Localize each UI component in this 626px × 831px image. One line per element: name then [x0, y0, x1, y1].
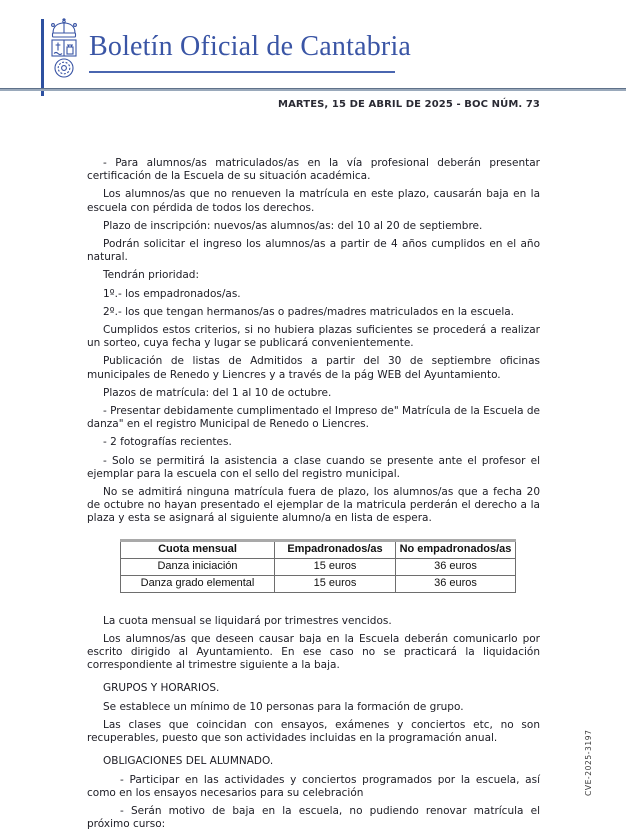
paragraph: Podrán solicitar el ingreso los alumnos/as a partir de 4 años cumplidos en el año natural. [87, 238, 540, 264]
fees-table-header-cell: Cuota mensual [121, 540, 275, 558]
paragraph: Se establece un mínimo de 10 personas para la formación de grupo. [103, 700, 464, 713]
cve-code-vertical: CVE-2025-3197 [584, 729, 593, 796]
paragraph: Plazos de matrícula: del 1 al 10 de octubre. [103, 386, 332, 399]
fees-table-cell: Danza iniciación [121, 558, 275, 575]
bulletin-title-underline [89, 71, 395, 73]
paragraph: La cuota mensual se liquidará por trimestres vencidos. [103, 614, 392, 627]
paragraphs-after-table [87, 615, 540, 831]
header-rule [0, 88, 626, 91]
cantabria-coat-of-arms-icon [46, 17, 82, 83]
paragraph: Los alumnos/as que no renueven la matrícula en este plazo, causarán baja en la escuela con pérdida de todos los derechos. [87, 188, 540, 214]
paragraph: OBLIGACIONES DEL ALUMNADO. [103, 755, 274, 768]
fees-table-cell: Danza grado elemental [121, 575, 275, 592]
paragraph: 1º.- los empadronados/as. [103, 287, 241, 300]
paragraph: No se admitirá ninguna matrícula fuera de plazo, los alumnos/as que a fecha 20 de octubre no hayan presentado el ejemplar de la matricula perderán el derecho a la plaza y esta se asignará al siguiente alumno/a en lista de espera. [87, 486, 540, 525]
fees-table-cell: 36 euros [396, 558, 516, 575]
paragraphs-before-table [87, 157, 540, 526]
paragraph: GRUPOS Y HORARIOS. [103, 682, 220, 695]
paragraph: - Solo se permitirá la asistencia a clase cuando se presente ante el profesor el ejemplar para la escuela con el sello del registro municipal. [87, 454, 540, 480]
paragraph: Publicación de listas de Admitidos a partir del 30 de septiembre oficinas municipales de Renedo y Liencres y a través de la pág WEB del Ayuntamiento. [87, 355, 540, 381]
paragraph: Las clases que coincidan con ensayos, exámenes y conciertos etc, no son recuperables, puesto que son actividades incluidas en la programación anual. [87, 718, 540, 745]
paragraph: - Para alumnos/as matriculados/as en la vía profesional deberán presentar certificación de la Escuela de su situación académica. [87, 157, 540, 183]
paragraph: Tendrán prioridad: [103, 269, 200, 282]
fees-table-header-cell: Empadronados/as [275, 540, 396, 558]
bulletin-title: Boletín Oficial de Cantabria [89, 31, 412, 62]
masthead-left-bar [41, 19, 44, 96]
paragraph: - Serán motivo de baja en la escuela, no pudiendo renovar matrícula el próximo curso: [87, 804, 540, 831]
paragraph: Cumplidos estos criterios, si no hubiera plazas suficientes se procederá a realizar un sorteo, cuya fecha y lugar se publicará convenientemente. [87, 324, 540, 350]
fees-table-cell: 36 euros [396, 575, 516, 592]
fees-table-row [121, 558, 516, 575]
fees-table [120, 539, 516, 593]
fees-table-cell: 15 euros [275, 558, 396, 575]
fees-table-row [121, 575, 516, 592]
paragraph: Los alumnos/as que deseen causar baja en la Escuela deberán comunicarlo por escrito dirigido al Ayuntamiento. En ese caso no se practicará la liquidación correspondiente al trimestre siguiente a la baja. [87, 632, 540, 672]
fees-table-cell: 15 euros [275, 575, 396, 592]
dateline: MARTES, 15 DE ABRIL DE 2025 - BOC NÚM. 73 [278, 99, 540, 110]
fees-table-header-cell: No empadronados/as [396, 540, 516, 558]
paragraph: - Participar en las actividades y conciertos programados por la escuela, así como en los ensayos necesarios para su celebración [87, 773, 540, 799]
fees-table-wrap [120, 539, 540, 593]
paragraph: - 2 fotografías recientes. [103, 436, 232, 449]
paragraph: - Presentar debidamente cumplimentado el Impreso de" Matrícula de la Escuela de danza" en el registro Municipal de Renedo o Liencres. [87, 405, 540, 431]
fees-table-header-row [121, 540, 516, 558]
paragraph: Plazo de inscripción: nuevos/as alumnos/as: del 10 al 20 de septiembre. [103, 219, 483, 232]
document-body [87, 157, 540, 831]
paragraph: 2º.- los que tengan hermanos/as o padres/madres matriculados en la escuela. [103, 305, 515, 318]
